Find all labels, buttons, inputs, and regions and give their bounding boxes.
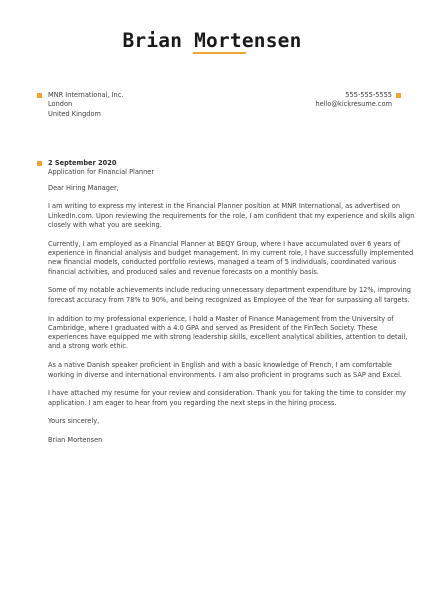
sender-country: United Kingdom bbox=[48, 109, 101, 118]
letter-paragraph bbox=[48, 202, 415, 230]
letter-closing bbox=[48, 417, 398, 426]
letter-date: 2 September 2020 bbox=[48, 159, 117, 167]
paragraph-line: Cambridge, where I graduated with a 4.0 GPA and served as President of the FinTech Society. These bbox=[48, 323, 378, 332]
sender-company: MNR International, Inc. bbox=[48, 91, 124, 99]
letter-signature bbox=[48, 436, 398, 445]
sender-address bbox=[48, 91, 123, 119]
paragraph-line: financial activities, and produced sales and revenue forecasts on a monthly basis. bbox=[48, 267, 319, 276]
paragraph-line: Some of my notable achievements include reducing unnecessary department expenditure by 12%, improving bbox=[48, 286, 411, 295]
name-accent-underline bbox=[193, 52, 246, 54]
applicant-name: Brian Mortensen bbox=[122, 29, 302, 52]
paragraph-line: and a strong work ethic. bbox=[48, 342, 129, 351]
paragraph-line: Currently, I am employed as a Financial Planner at BEQY Group, where I have accumulated over 6 years of bbox=[48, 239, 401, 248]
paragraph-line: experience in financial analysis and budget management. In my current role, I have successfully implemented bbox=[48, 249, 414, 258]
paragraph-line: working in diverse and international environments. I am also proficient in programs such as SAP and Excel. bbox=[48, 370, 402, 379]
paragraph-line: I have attached my resume for your review and consideration. Thank you for taking the time to consider my bbox=[48, 389, 406, 398]
paragraph-line: application. I am eager to hear from you regarding the next steps in the hiring process. bbox=[48, 398, 337, 407]
letter-paragraph bbox=[48, 389, 406, 408]
letter-paragraph bbox=[48, 314, 408, 352]
paragraph-line: As a native Danish speaker proficient in English and with a basic knowledge of French, I am comfortable bbox=[48, 361, 392, 370]
paragraph-line: I am writing to express my interest in the Financial Planner position at MNR International, as advertised on bbox=[48, 202, 401, 211]
paragraph-line: closely with what you are seeking. bbox=[48, 220, 162, 229]
paragraph-line: LinkedIn.com. Upon reviewing the requirements for the role, I am confident that my experience and skills align bbox=[48, 211, 415, 220]
paragraph-line: forecast accuracy from 78% to 90%, and being recognized as Employee of the Year for surpassing all targets. bbox=[48, 295, 410, 304]
date-accent-marker bbox=[37, 161, 42, 166]
paragraph-line: In addition to my professional experience, I hold a Master of Finance Management from the University of bbox=[48, 314, 394, 323]
greeting-text: Dear Hiring Manager, bbox=[48, 183, 119, 192]
letter-paragraph bbox=[48, 239, 414, 277]
letter-paragraph bbox=[48, 361, 402, 380]
letter-body bbox=[48, 159, 415, 455]
sender-city: London bbox=[48, 100, 73, 109]
letter-paragraph bbox=[48, 286, 411, 305]
contact-info bbox=[315, 91, 392, 110]
paragraph-line: experiences have equipped me with strong leadership skills, excellent analytical abilities, attention to detail, bbox=[48, 333, 408, 342]
closing-text: Yours sincerely, bbox=[48, 417, 100, 426]
contact-phone: 555-555-5555 bbox=[345, 91, 392, 99]
signature-name: Brian Mortensen bbox=[48, 436, 103, 445]
paragraph-line: new financial models, conducted portfolio reviews, managed a team of 5 individuals, coordinated various bbox=[48, 258, 397, 267]
letter-greeting bbox=[48, 184, 398, 193]
letter-subject: Application for Financial Planner bbox=[48, 168, 155, 177]
contact-email: hello@kickresume.com bbox=[315, 100, 392, 109]
sender-accent-marker bbox=[37, 93, 42, 98]
contact-accent-marker bbox=[396, 93, 401, 98]
